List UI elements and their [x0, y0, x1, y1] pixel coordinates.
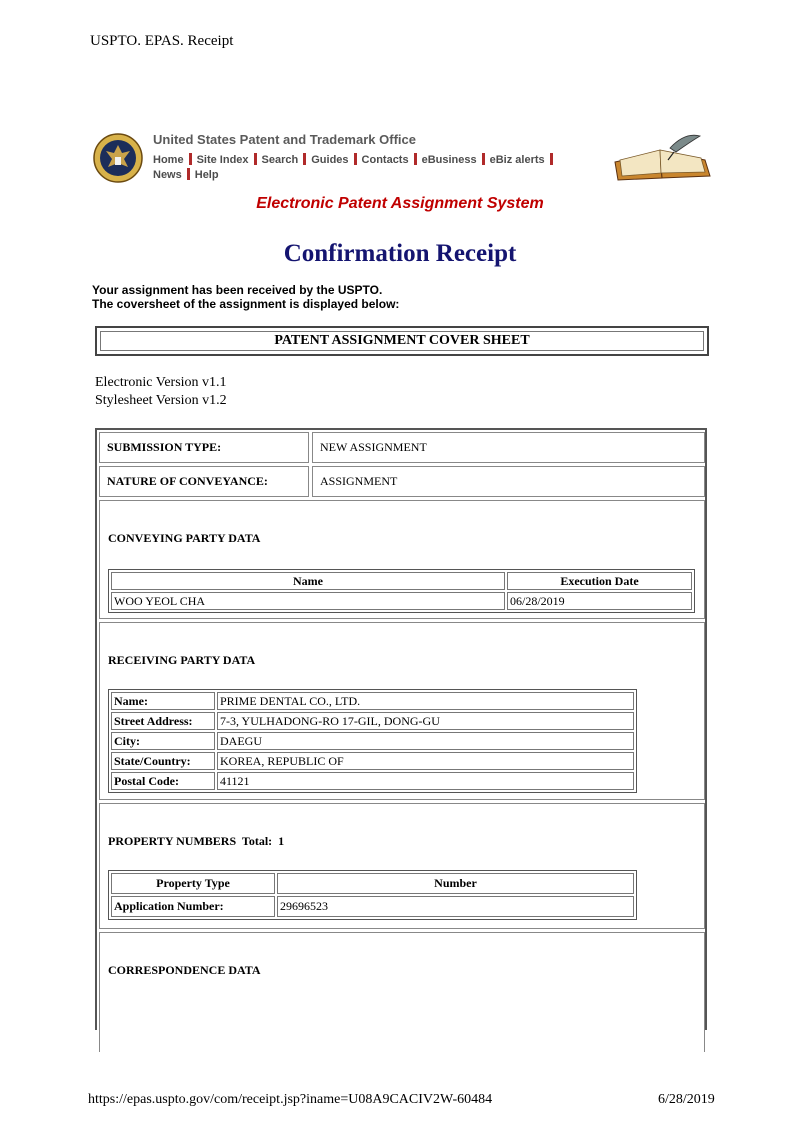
- version-info: [95, 374, 227, 410]
- state-country-value: KOREA, REPUBLIC OF: [217, 752, 634, 770]
- receiving-party-table: [108, 689, 637, 793]
- uspto-seal-icon: [93, 133, 143, 183]
- receiving-name-label: Name:: [111, 692, 215, 710]
- coversheet-message: The coversheet of the assignment is displayed below:: [92, 297, 400, 311]
- receipt-message: [92, 283, 399, 311]
- nav-separator: [354, 153, 357, 165]
- correspondence-section: [99, 932, 705, 1052]
- nav-separator: [482, 153, 485, 165]
- nav-separator: [254, 153, 257, 165]
- nav-separator: [303, 153, 306, 165]
- nav-contacts-link[interactable]: Contacts: [361, 154, 409, 166]
- submission-type-value: NEW ASSIGNMENT: [312, 432, 705, 463]
- system-name: Electronic Patent Assignment System: [256, 195, 544, 212]
- conveying-party-table: [108, 569, 695, 613]
- correspondence-heading: CORRESPONDENCE DATA: [108, 963, 261, 977]
- postal-code-value: 41121: [217, 772, 634, 790]
- nav-search-link[interactable]: Search: [261, 154, 299, 166]
- receiving-party-section: [99, 622, 705, 800]
- conveying-name-header: Name: [111, 572, 505, 590]
- nav-home-link[interactable]: Home: [153, 154, 184, 166]
- nature-of-conveyance-label: NATURE OF CONVEYANCE:: [99, 466, 309, 497]
- nature-of-conveyance-value: ASSIGNMENT: [312, 466, 705, 497]
- property-number-value: 29696523: [277, 896, 634, 917]
- cover-sheet-title-box: [95, 326, 709, 356]
- print-header: USPTO. EPAS. Receipt: [90, 33, 234, 49]
- nav-ebusiness-link[interactable]: eBusiness: [421, 154, 477, 166]
- nav-site-index-link[interactable]: Site Index: [196, 154, 249, 166]
- nav-guides-link[interactable]: Guides: [311, 154, 349, 166]
- property-numbers-section: [99, 803, 705, 929]
- cover-sheet-title: PATENT ASSIGNMENT COVER SHEET: [100, 331, 704, 351]
- execution-date-header: Execution Date: [507, 572, 692, 590]
- page-title: Confirmation Receipt: [283, 240, 517, 267]
- city-label: City:: [111, 732, 215, 750]
- footer-date: 6/28/2019: [658, 1092, 715, 1107]
- number-header: Number: [277, 873, 634, 894]
- submission-type-label: SUBMISSION TYPE:: [99, 432, 309, 463]
- office-name: United States Patent and Trademark Office: [153, 132, 416, 147]
- nav-separator: [187, 168, 190, 180]
- site-nav: [153, 153, 593, 183]
- property-numbers-heading: PROPERTY NUMBERS Total: 1: [108, 834, 285, 848]
- conveying-party-heading: CONVEYING PARTY DATA: [108, 531, 261, 545]
- stylesheet-version: Stylesheet Version v1.2: [95, 393, 227, 408]
- execution-date: 06/28/2019: [507, 592, 692, 610]
- received-message: Your assignment has been received by the USPTO.: [92, 283, 383, 297]
- property-numbers-table: [108, 870, 637, 920]
- footer-url: https://epas.uspto.gov/com/receipt.jsp?iname=U08A9CACIV2W-60484: [88, 1092, 493, 1107]
- nav-separator: [189, 153, 192, 165]
- cover-sheet-table: [95, 428, 707, 1030]
- nav-news-link[interactable]: News: [153, 169, 182, 181]
- nav-help-link[interactable]: Help: [194, 169, 219, 181]
- street-address-label: Street Address:: [111, 712, 215, 730]
- nav-ebiz-alerts-link[interactable]: eBiz alerts: [489, 154, 545, 166]
- city-value: DAEGU: [217, 732, 634, 750]
- property-type-header: Property Type: [111, 873, 275, 894]
- property-type-value: Application Number:: [111, 896, 275, 917]
- street-address-value: 7-3, YULHADONG-RO 17-GIL, DONG-GU: [217, 712, 634, 730]
- electronic-version: Electronic Version v1.1: [95, 375, 227, 390]
- receiving-name-value: PRIME DENTAL CO., LTD.: [217, 692, 634, 710]
- nav-separator: [414, 153, 417, 165]
- conveying-party-name: WOO YEOL CHA: [111, 592, 505, 610]
- postal-code-label: Postal Code:: [111, 772, 215, 790]
- receiving-party-heading: RECEIVING PARTY DATA: [108, 653, 256, 667]
- open-book-icon: [610, 130, 715, 185]
- state-country-label: State/Country:: [111, 752, 215, 770]
- conveying-party-section: [99, 500, 705, 619]
- nav-separator: [550, 153, 553, 165]
